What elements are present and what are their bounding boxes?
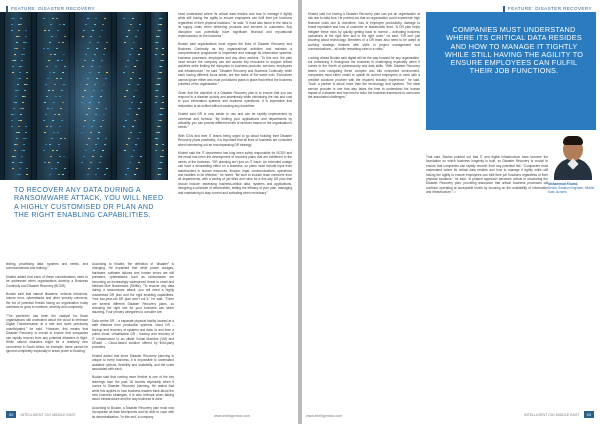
publication-name: INTELLIGENT CIO MIDDLE EAST — [20, 413, 76, 417]
portrait-photo — [548, 132, 598, 180]
caption-title: Senior Solution Engineer, Middle East, Acronis — [548, 186, 595, 194]
footer-url: www.intelligentcio.com — [306, 414, 343, 418]
server-room-photo — [0, 12, 168, 180]
paragraph: Khaled said the IT department has long been solely responsible for BCDR and the result has been the development of recovery plans that are indifferent to the needs of the business. “DR planning isn’t just an IT issue. An extended outage can have a devastating effect on a business, so plans must include input from stakeholders in human resources, finance, legal, communications, operations and facilities to be effective,” he noted. “Be sure to include team members from all departments, with a variety of job titles and roles for a five-day DR plan that should include: assessing business-critical data, systems and applications, designing a schedule of deliverables, setting the efficacy of your plan, managing and maintaining to stay current and activating when necessary.” — [178, 150, 292, 195]
body-column-1 — [6, 262, 88, 357]
paragraph: Data centre DR – a separate physical facility located at a safe distance from production systems, cloud DR – backup and recovery of systems and data, to and from a public cloud, virtualisation DR – backup and recovery of IT infrastructure to an offsite Virtual Machine (VM) and DRaaS – Cloud-based solution offered by third-party providers. — [92, 318, 174, 350]
quote-box-text: COMPANIES MUST UNDERSTAND WHERE ITS CRITICAL DATA RESIDES AND HOW TO MANAGE IT TIGHTLY WHILE STILL HAVING THE AGILITY TO ENSURE EMPLOYEES CAN FULFIL THEIR JOB FUNCTIONS. — [444, 25, 584, 76]
page-number: 53 — [584, 411, 594, 418]
paragraph: Khaled said not having a Disaster Recovery plan can put an organisation at risk due to data loss. He pointed out that an organisation could experience high financial costs due to downtime, loss of employee productivity, damage to brand reputation and loss of customer or stakeholder trust. “A DR plan helps mitigate these risks by quickly getting back to normal – activating business operations at the right time and in the right order,” he said. “DR isn’t just knowing about technology. Members of a DR team also need to be adept at working strategic thinkers with skills in project management and communications – all while remaining calm in a crisis.” — [308, 12, 420, 52]
footer-left — [6, 411, 76, 418]
paragraph: That said, Boulan pointed out that IT and digital infrastructure have become the foundation on which business longevity is built, so Disaster Recovery is crucial to ensure that companies can rapidly recover from any potential risk. “Companies must understand where its critical data resides and how to manage it tightly while still having the agility to ensure employees can fulfil their job functions regardless of their physical locations,” he said. “A phased approach becomes critical in structuring the Disaster Recovery plan, providing assurance that critical business processes will continue operating at acceptable levels by focusing on the availability of information and infrastructure.” □ — [426, 155, 548, 195]
photo-caption — [548, 182, 598, 194]
body-column-4 — [308, 12, 420, 104]
left-page — [0, 0, 298, 424]
page-number: 52 — [6, 411, 16, 418]
paragraph: Khaled added that each of these considerations need to be addressed when organisations develop a Business Continuity and Disaster Recovery (BCDR). — [6, 274, 88, 288]
caption-name: Mohammad Khaled, — [548, 182, 579, 186]
body-column-3 — [178, 12, 292, 199]
quote-box — [426, 12, 596, 130]
paragraph: Boulan said that coming more flexible is one of the key learnings from the past 18 months especially when it comes to Disaster Recovery planning. He added that while this applies to how business leaders think about the new business strategies, it is also relevant when talking about infrastructure and the way business is done. — [92, 375, 174, 402]
footer-right — [524, 411, 594, 418]
right-page — [302, 0, 600, 424]
paragraph: According to Boulan, a Disaster Recovery plan must now incorporate all data touchpoints and be able to cope with its decentralisation. “In this end, a company — [92, 405, 174, 419]
body-column-2 — [92, 262, 174, 423]
paragraph: testing, prioritising data, systems and needs, and communications and training.” — [6, 262, 88, 271]
section-tag: FEATURE: DISASTER RECOVERY — [503, 6, 592, 12]
paragraph: According to Khaled, the definition of “disaster” is changing. He explained that while power outages, hardware, software failures and human errors are still prevalent, cyberattacks such as ransomware are becoming an increasingly widespread threat to small and Medium-Size Businesses (SMBs). “To recover any data during a ransomware attack, you will need a highly customised DR plan and the right enabling capabilities. Your two-year-old DR plan won’t cut it,” he said. “There are several different Disaster Recovery plans, so choosing the right one for your business can seem daunting. Four primary categories to consider are: — [92, 262, 174, 315]
paragraph: “The pandemic has been the catalyst for those organisations still undecided about the cloud to embrace Digital Transformation at a rate and scale previously unanticipated,” he said. “However, this means that Disaster Recovery is crucial to ensure that companies can rapidly recover from any potential disasters in flight. While natural disasters might be a relatively rare occurrence in South Africa, for example, these cannot be ignored completely especially in areas prone to flooding.” — [6, 313, 88, 353]
pull-quote: TO RECOVER ANY DATA DURING A RANSOMWARE ATTACK, YOU WILL NEED A HIGHLY CUSTOMISED DR PLAN AND THE RIGHT ENABLING CAPABILITIES. — [14, 186, 164, 220]
publication-name: INTELLIGENT CIO MIDDLE EAST — [524, 413, 580, 417]
paragraph: Khaled said DR is now easier to use and can be rapidly implemented by overhead and formula. “By limiting your applications and departments by criticality, you can provide different levels of services based on the organisation’s needs.” — [178, 112, 292, 130]
section-tag: FEATURE: DISASTER RECOVERY — [6, 6, 95, 12]
body-column-5 — [426, 155, 548, 199]
paragraph: With CIOs and their IT teams being urged to go about building their Disaster Recovery plans practically, it is important that all lines of business are consulted when hammering out an encompassing DR strategy. — [178, 133, 292, 147]
footer-url: www.intelligentcio.com — [214, 414, 251, 418]
paragraph: Looking ahead Boulan said digital will be the way forward for any organisation, but embracing it throughout the business is challenging especially when it comes to the Seeth of cybersecurity and data skills. “With Disaster Recovery teams now navigating these complex and hits connected environment, companies must either reskill or upskill its current employees or work with a credible solutions provider with the required industry experience,” he said. “Such a partner is about more than the technology and systems. The ideal service provider is one that also takes the time to understand the human impact of a disaster and how best to tailor the business framework to overcome the associated challenges.” — [308, 55, 420, 100]
paragraph: Boulan said that natural disasters, network intrusions, human error, cyberattacks and other security concerns, the list of potential threats facing an organisation today continues to grow in numbers, severity and complexity. — [6, 292, 88, 310]
paragraph: Boulan said organisations must regard the likes of Disaster Recovery and Business Continuity as key organisational activities and maintain a comprehensive programme to implement and manage its information systems, business processes, employees and any other workers. “To this end, the plan must ensure the company can still access key resources to support critical activities while limiting the disruption to business products, services, employees and infrastructure,” he said. “Disaster Recovery and Business Continuity, while each having different focus areas, are two sides of the same coin. Executives cannot ignore either and must put tailored plans in place that reflect the business priorities of the organisation.” — [178, 42, 292, 87]
paragraph: Given that the objective of a Disaster Recovery plan is to ensure that you can respond to a disaster quickly and seamlessly while minimising the risk and cost to your information systems and business operations, it is imperative that restoration is as unified without causing any downtime. — [178, 90, 292, 108]
paragraph: must understand where its critical data resides and how to manage it tightly while still having the agility to ensure employees can fulfil their job functions regardless of their physical locations,” he said. “It must also factor in the risks to its supply chain when delivering products and services to customers. Any disruption can potentially have significant financial and reputational repercussions on the business.” — [178, 12, 292, 39]
paragraph: Khaled added that since Disaster Recovery planning is unique to every business, it is impossible to understand available options, flexibility and scalability, and the costs associated with each. — [92, 353, 174, 371]
